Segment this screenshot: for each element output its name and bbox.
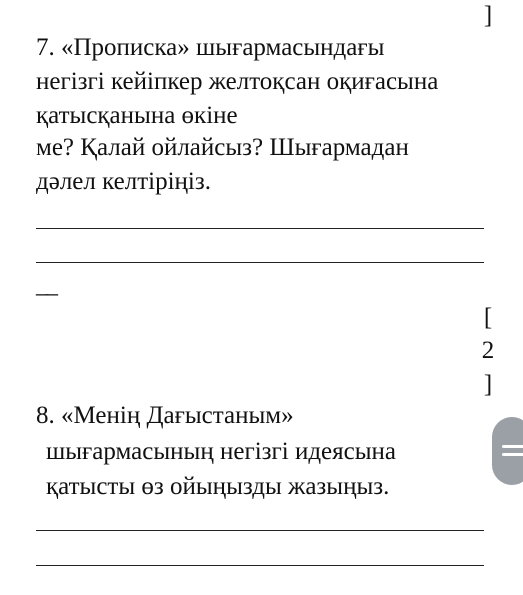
handle-grip-line (502, 453, 523, 456)
short-dash: __ (36, 271, 55, 298)
answer-line-8-1[interactable] (36, 530, 484, 531)
question-8-line-3: қатысты өз ойыңызды жазыңыз. (46, 473, 390, 500)
side-panel-handle[interactable] (492, 417, 523, 485)
question-7-line-4: ме? Қалай ойлайсыз? Шығармадан (36, 134, 409, 161)
question-7-line-1: 7. «Прописка» шығармасындағы (36, 34, 385, 61)
answer-line-7-2[interactable] (36, 262, 484, 263)
question-7-line-3: қатысқанына өкіне (36, 102, 238, 129)
question-8-line-2: шығармасының негізгі идеясына (46, 438, 397, 465)
score-bracket-close: ] (483, 371, 493, 398)
answer-line-7-1[interactable] (36, 228, 484, 229)
handle-grip-icon (502, 445, 523, 448)
top-closing-bracket: ] (483, 2, 493, 29)
score-points: 2 (481, 337, 495, 364)
score-bracket-open: [ (483, 304, 493, 331)
question-8-line-1: 8. «Менің Дағыстаным» (36, 402, 294, 429)
question-7-line-5: дәлел келтіріңіз. (36, 168, 211, 195)
question-7-line-2: негізгі кейіпкер желтоқсан оқиғасына (36, 68, 439, 95)
answer-line-8-2[interactable] (36, 565, 484, 566)
